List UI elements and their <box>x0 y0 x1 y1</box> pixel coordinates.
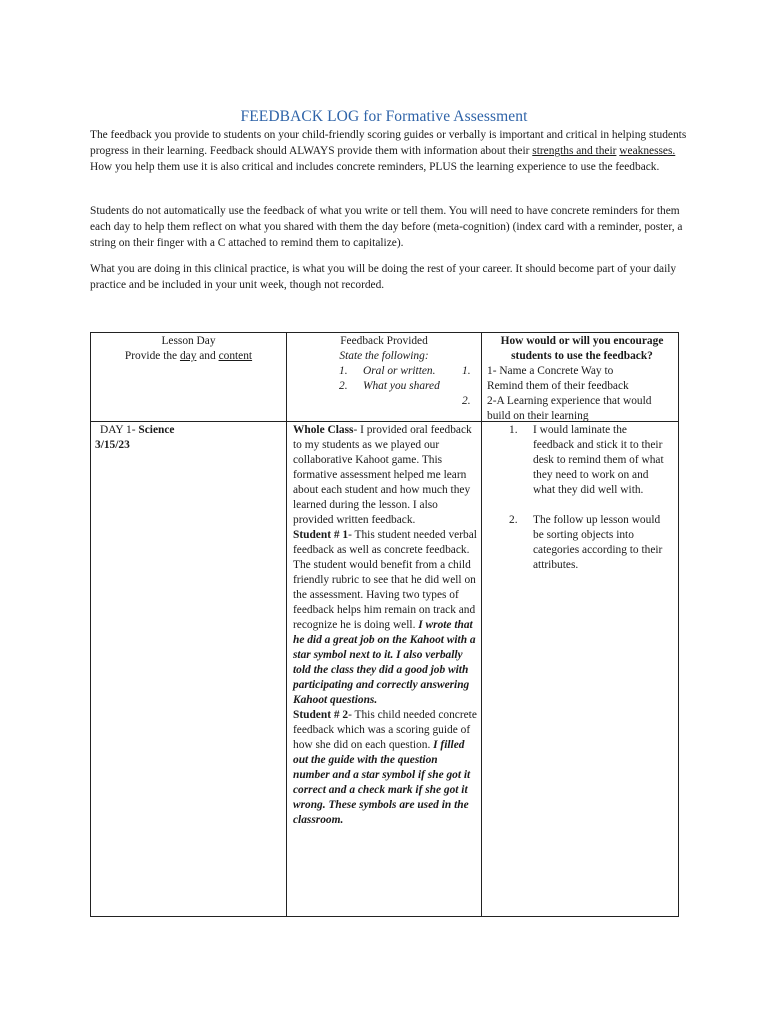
intro-paragraph <box>90 127 690 175</box>
header-feedback-list <box>287 364 481 407</box>
header-lesson-day-subtitle <box>91 349 286 364</box>
header-encourage-title: How would or will you encourage students to use the feedback? <box>500 335 664 362</box>
row1-lesson-day <box>95 423 283 453</box>
row1-day-line <box>95 423 283 438</box>
row1-subject: Science <box>138 424 175 436</box>
intro-text-a: The feedback you provide to students on your child-friendly scoring guides or verbally is important and critical in helping students progress in their learning. Feedback should ALWAYS provide them with information about their <box>90 129 687 157</box>
list-number: 1. <box>509 424 518 436</box>
list-number: 1. <box>339 365 348 377</box>
feedback-log-table <box>90 332 679 917</box>
header-encourage <box>487 334 677 424</box>
subtitle-day: day <box>179 350 197 362</box>
subtitle-content: content <box>218 350 253 362</box>
student2-text: - This child needed concrete feedback which was a scoring guide of how she did on each question. <box>293 709 477 751</box>
student1-text: - This student needed verbal feedback as well as concrete feedback. The student would benefit from a child friendly rubric to see that he did well on the assessment. Having two types of feedback helps him remain on track and recognize he is doing well. <box>293 529 477 631</box>
encourage-text: I would laminate the feedback and stick it to their desk to remind them of what they need to work on and what they did well with. <box>533 424 664 496</box>
list-item: What you shared <box>363 380 440 392</box>
subtitle-and: and <box>196 350 219 362</box>
practice-paragraph: What you are doing in this clinical practice, is what you will be doing the rest of your career. It should become part of your daily practice and be included in your unit week, though not recorded. <box>90 263 677 291</box>
header-feedback-title: Feedback Provided <box>340 335 428 347</box>
list-number: 2. <box>509 514 518 526</box>
intro-underline-strengths: strengths and their <box>532 145 617 157</box>
list-number: 2. <box>339 380 348 392</box>
list-item: Oral or written. <box>363 365 436 377</box>
header-encourage-line: 1- Name a Concrete Way to <box>487 365 614 377</box>
header-encourage-line: Remind them of their feedback <box>487 380 629 392</box>
header-feedback-subtitle: State the following: <box>339 350 429 362</box>
encourage-item <box>487 513 669 573</box>
row1-date: 3/15/23 <box>95 439 130 451</box>
header-lesson-day <box>91 334 286 364</box>
header-encourage-line: 2-A Learning experience that would <box>487 395 652 407</box>
whole-class-label: Whole Class <box>293 424 354 436</box>
encourage-item <box>487 423 669 498</box>
intro-text-b: How you help them use it is also critical and includes concrete reminders, PLUS the learning experience to use the feedback. <box>90 161 660 173</box>
student1-feedback: I wrote that he did a great job on the Kahoot with a star symbol next to it. I also verbally told the class they did a good job with participating and correctly answering Kahoot questions. <box>293 619 476 706</box>
list-number: 1. <box>462 365 471 377</box>
header-feedback-provided <box>287 334 481 407</box>
document-title: FEEDBACK LOG for Formative Assessment <box>240 108 528 125</box>
row1-day: DAY 1- <box>100 424 139 436</box>
list-number: 2. <box>462 395 471 407</box>
student2-label: Student # 2 <box>293 709 349 721</box>
student2-feedback: I filled out the guide with the question number and a star symbol if she got it correct and a check mark if she got it wrong. These symbols are used in the classroom. <box>293 739 471 826</box>
row1-encourage <box>487 423 677 573</box>
subtitle-text: Provide the <box>124 350 180 362</box>
reminders-paragraph: Students do not automatically use the feedback of what you write or tell them. You will need to have concrete reminders for them each day to help them reflect on what you shared with them the day before (meta-cognition) (index card with a reminder, poster, a string on their finger with a C attached to remind them to capitalize). <box>90 205 683 249</box>
intro-underline-weaknesses: weaknesses. <box>619 145 676 157</box>
header-lesson-day-title: Lesson Day <box>161 335 216 347</box>
whole-class-text: - I provided oral feedback to my students as we played our collaborative Kahoot game. This formative assessment helped me learn about each student and how much they learned during the lesson. I also provided written feedback. <box>293 424 472 526</box>
student1-label: Student # 1 <box>293 529 349 541</box>
header-encourage-line: build on their learning <box>487 410 589 422</box>
row1-feedback <box>293 423 477 828</box>
encourage-text: The follow up lesson would be sorting objects into categories according to their attributes. <box>533 514 663 571</box>
